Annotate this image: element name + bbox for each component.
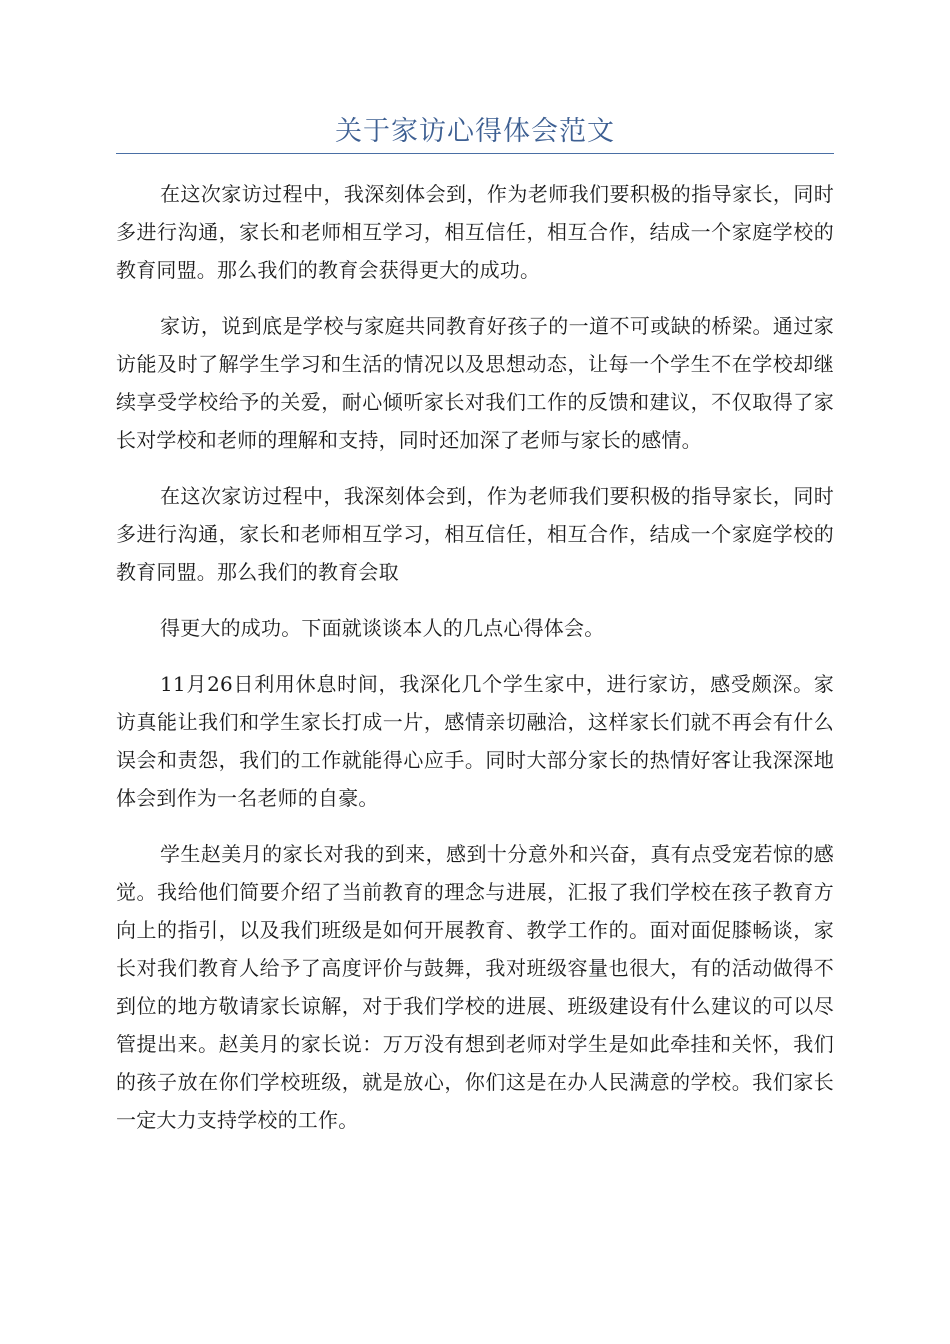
page-title: 关于家访心得体会范文 [335, 116, 615, 147]
paragraph-6: 学生赵美月的家长对我的到来，感到十分意外和兴奋，真有点受宠若惊的感觉。我给他们简要介绍了当前教育的理念与进展，汇报了我们学校在孩子教育方向上的指引，以及我们班级是如何开展教育、教学工作的。面对面促膝畅谈，家长对我们教育人给予了高度评价与鼓舞，我对班级容量也很大，有的活动做得不到位的地方敬请家长谅解，对于我们学校的进展、班级建设有什么建议的可以尽管提出来。赵美月的家长说：万万没有想到老师对学生是如此牵挂和关怀，我们的孩子放在你们学校班级，就是放心，你们这是在办人民满意的学校。我们家长一定大力支持学校的工作。 [116, 842, 834, 1132]
paragraph-4: 得更大的成功。下面就谈谈本人的几点心得体会。 [160, 616, 605, 640]
title-divider [116, 153, 834, 154]
document-body [116, 175, 834, 1157]
paragraph-5: 11月26日利用休息时间，我深化几个学生家中，进行家访，感受颇深。家访真能让我们和学生家长打成一片，感情亲切融洽，这样家长们就不再会有什么误会和责怨，我们的工作就能得心应手。同时大部分家长的热情好客让我深深地体会到作为一名老师的自豪。 [116, 672, 834, 810]
paragraph-1: 在这次家访过程中，我深刻体会到，作为老师我们要积极的指导家长，同时多进行沟通，家长和老师相互学习，相互信任，相互合作，结成一个家庭学校的教育同盟。那么我们的教育会获得更大的成功。 [116, 182, 834, 282]
paragraph-2: 家访，说到底是学校与家庭共同教育好孩子的一道不可或缺的桥梁。通过家访能及时了解学生学习和生活的情况以及思想动态，让每一个学生不在学校却继续享受学校给予的关爱，耐心倾听家长对我们工作的反馈和建议，不仅取得了家长对学校和老师的理解和支持，同时还加深了老师与家长的感情。 [116, 314, 834, 452]
paragraph-3: 在这次家访过程中，我深刻体会到，作为老师我们要积极的指导家长，同时多进行沟通，家长和老师相互学习，相互信任，相互合作，结成一个家庭学校的教育同盟。那么我们的教育会取 [116, 484, 834, 584]
